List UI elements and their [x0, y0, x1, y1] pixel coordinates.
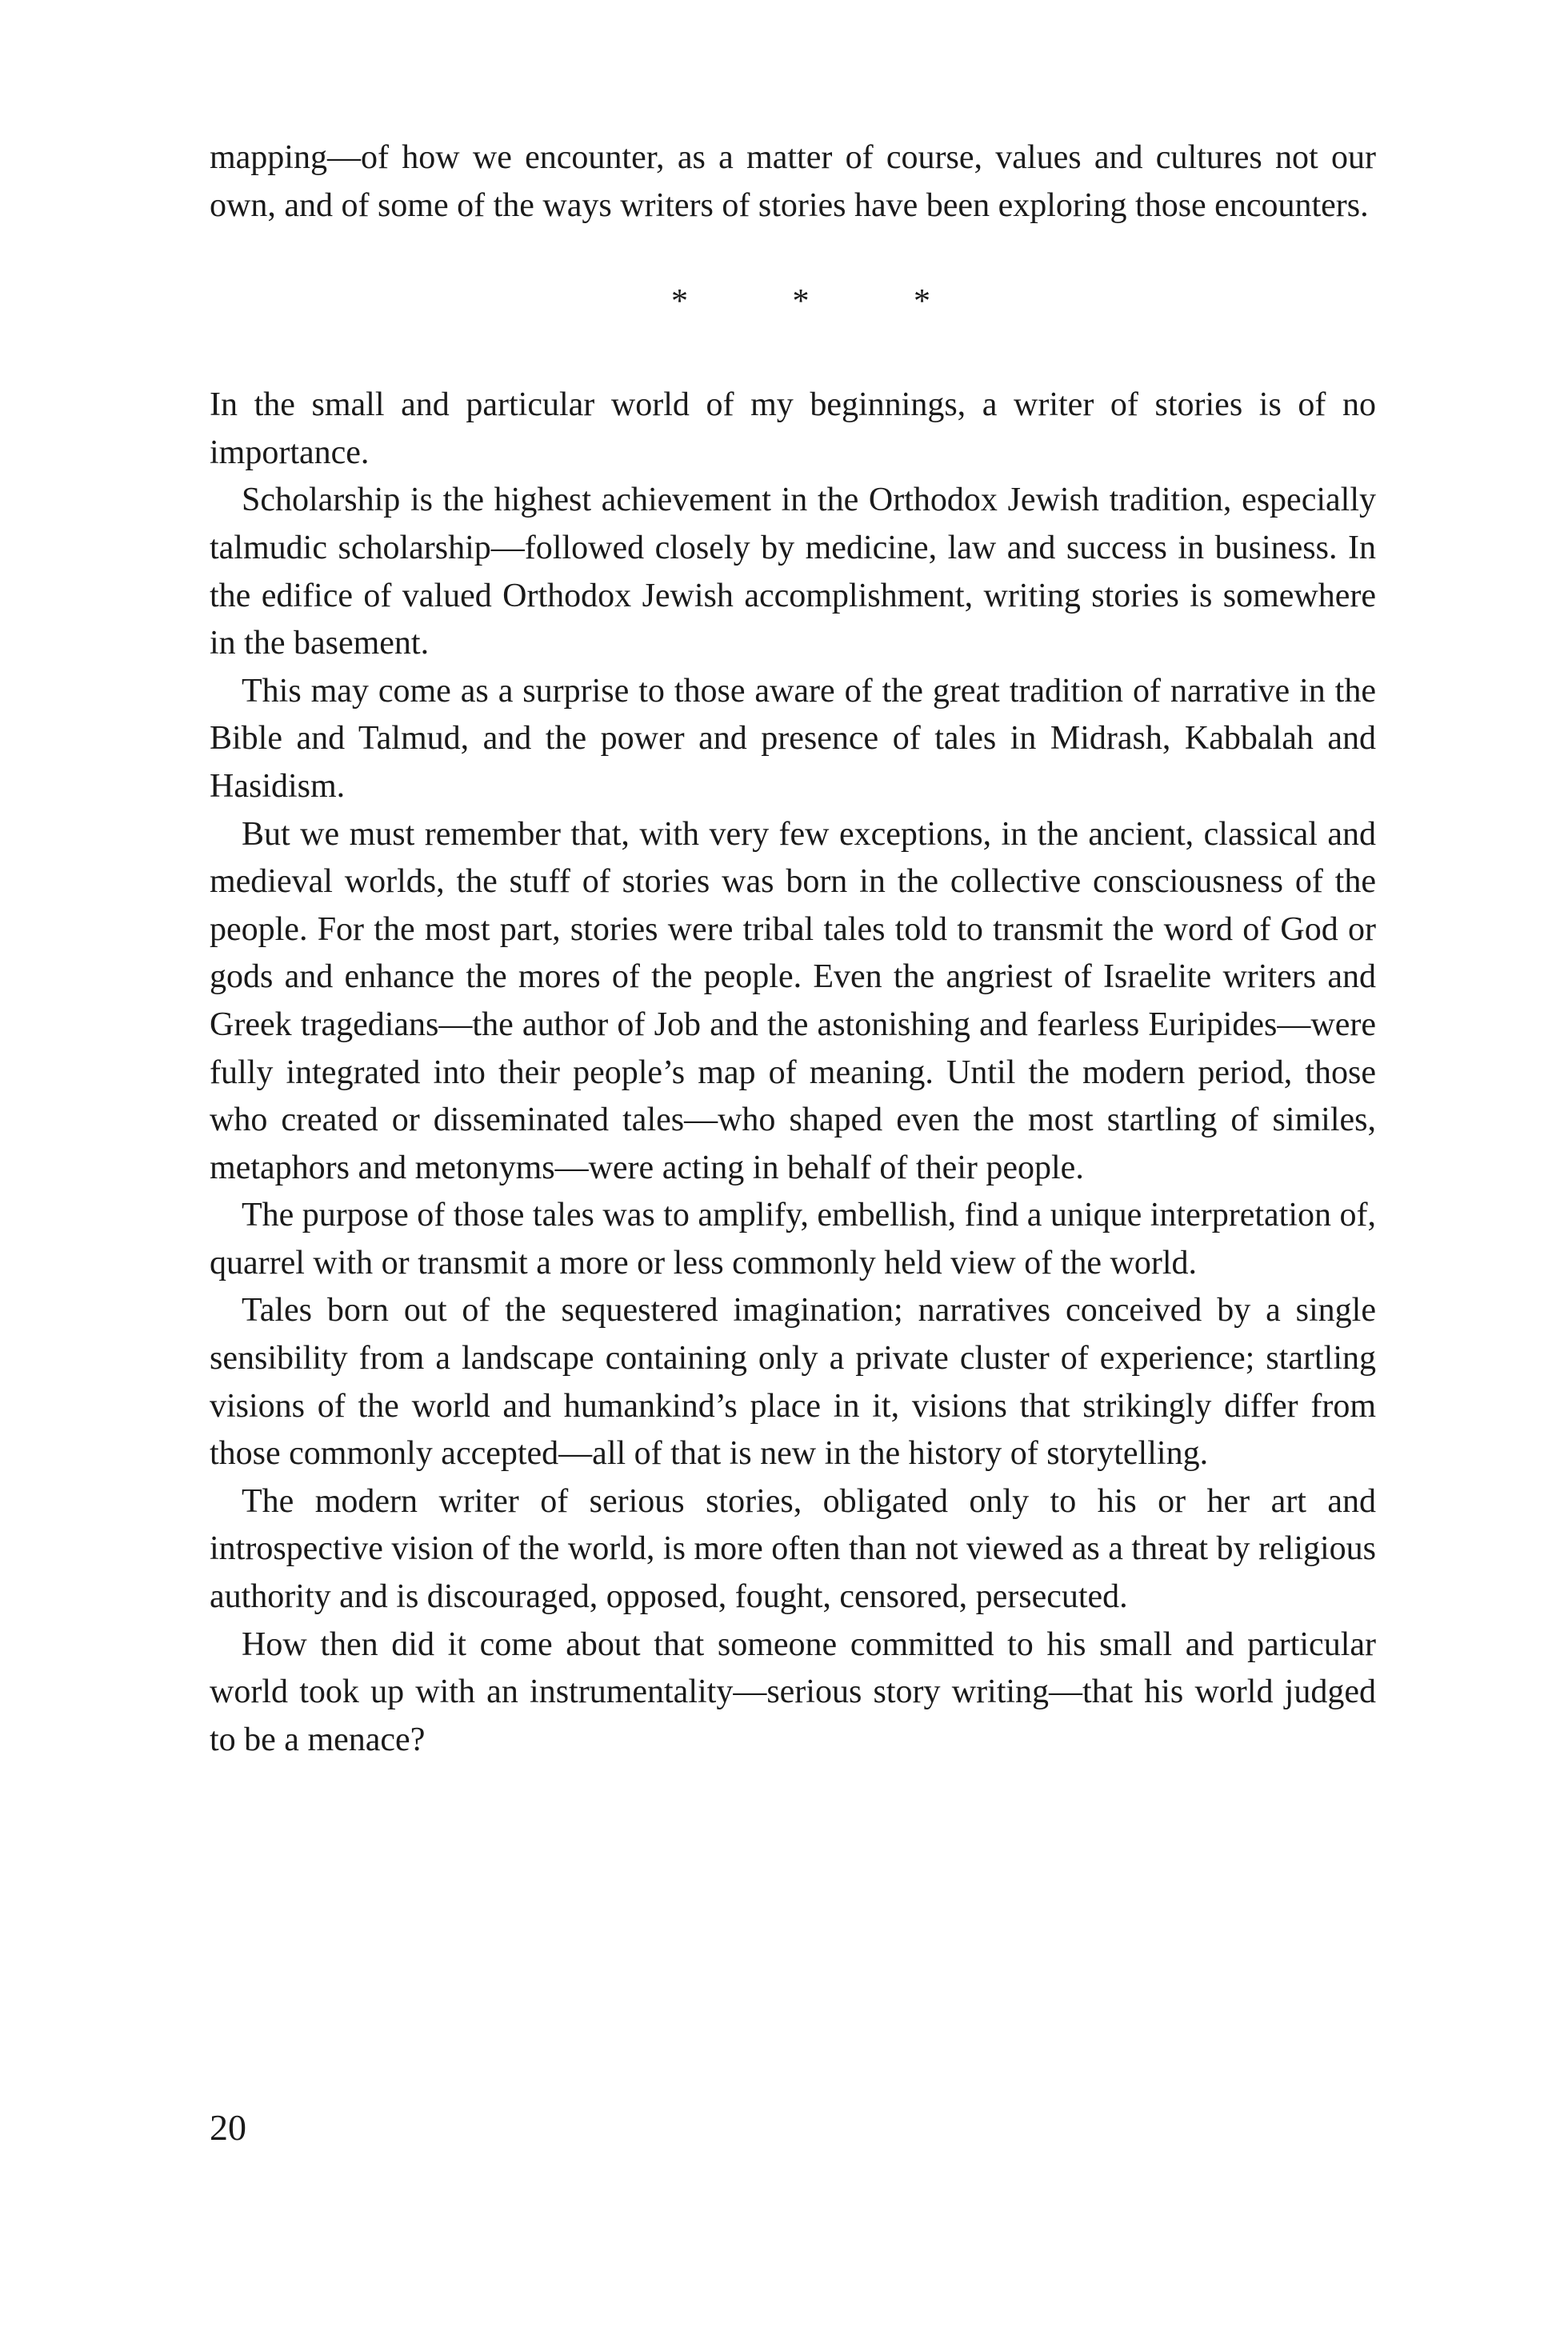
paragraph-2: Scholarship is the highest achievement in the Orthodox Jewish tradition, especially talmudic scholarship—followed closely by medicine, law and success in business. In the edifice of valued Orthodox Jewish accomplishment, writing stories is somewhere in the basement. [210, 482, 1376, 662]
continuation-paragraph: mapping—of how we encounter, as a matter of course, values and cultures not our own, and of some of the ways writers of stories have been exploring those encounters. [210, 139, 1376, 224]
paragraph-1: In the small and particular world of my beginnings, a writer of stories is of no importance. [210, 386, 1376, 471]
paragraph-4: But we must remember that, with very few exceptions, in the ancient, classical and medieval worlds, the stuff of stories was born in the collective consciousness of the people. For the most part, stories were tribal tales told to transmit the word of God or gods and enhance the mores of the people. Even the angriest of Israelite writers and Greek tragedians—the author of Job and the astonishing and fearless Euripides—were fully integrated into their people’s map of meaning. Until the modern period, those who created or disseminated tales—who shaped even the most startling of similes, metaphors and metonyms—were acting in behalf of their people. [210, 815, 1376, 1186]
body-text [210, 134, 1376, 1764]
paragraph-8: How then did it come about that someone committed to his small and particular world took up with an instrumentality—serious story writing—that his world judged to be a menace? [210, 1625, 1376, 1758]
paragraph-7: The modern writer of serious stories, obligated only to his or her art and introspective vision of the world, is more often than not viewed as a threat by religious authority and is discouraged, opposed, fought, censored, persecuted. [210, 1482, 1376, 1616]
paragraph-3: This may come as a surprise to those aware of the great tradition of narrative in the Bible and Talmud, and the power and presence of tales in Midrash, Kabbalah and Hasidism. [210, 672, 1376, 805]
page-number: 20 [210, 2107, 246, 2148]
paragraph-5: The purpose of those tales was to amplify, embellish, find a unique interpretation of, quarrel with or transmit a more or less commonly held view of the world. [210, 1197, 1376, 1281]
section-break-asterisks: * * * [671, 283, 978, 321]
paragraph-6: Tales born out of the sequestered imagination; narratives conceived by a single sensibility from a landscape containing only a private cluster of experience; startling visions of the world and humankind’s place in it, visions that strikingly differ from those commonly accepted—all of that is new in the history of storytelling. [210, 1292, 1376, 1473]
